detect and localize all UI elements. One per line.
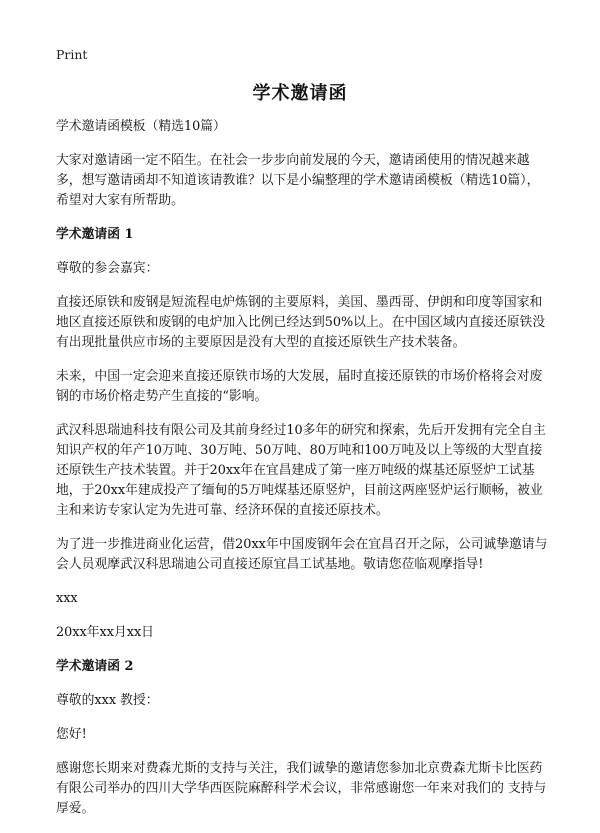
intro-paragraph: 大家对邀请函一定不陌生。在社会一步步向前发展的今天，邀请函使用的情况越来越多，想写邀请函却不知道该请教谁？以下是小编整理的学术邀请函模板（精选10篇），希望对大家有所帮助。 [56,153,540,208]
letter-1-paragraph-2: 未来，中国一定会迎来直接还原铁市场的大发展，届时直接还原铁的市场价格将会对废钢的市场价格走势产生直接的“影响。 [56,369,543,404]
letter-2-hello: 您好! [56,727,87,742]
letter-1-signature: xxx [56,591,78,606]
letter-1-greeting: 尊敬的参会嘉宾： [56,261,159,276]
letter-1-paragraph-1: 直接还原铁和废钢是短流程电炉炼钢的主要原料，美国、墨西哥、伊朗和印度等国家和地区直接还原铁和废钢的电炉加入比例已经达到50%以上。在中国区域内直接还原铁没有出现批量供应市场的主要原因是没有大型的直接还原铁生产技术装备。 [56,295,546,350]
letter-2-greeting: 尊敬的xxx 教授： [56,693,159,708]
document-subtitle: 学术邀请函模板（精选10篇） [56,119,226,134]
letter-1-heading: 学术邀请函 1 [56,227,134,242]
letter-2-heading: 学术邀请函 2 [56,659,134,674]
letter-1-paragraph-3: 武汉科思瑞迪科技有限公司及其前身经过10多年的研究和探索，先后开发拥有完全自主知识产权的年产10万吨、30万吨、50万吨、80万吨和100万吨及以上等级的大型直接还原铁生产技术装置。并于20xx年在宜昌建成了第一座万吨级的煤基还原竖炉工试基地，于20xx年建成投产了缅甸的5万吨煤基还原竖炉，目前这两座竖炉运行顺畅，被业主和来访专家认定为先进可靠、经济环保的直接还原技术。 [56,423,546,518]
document-title: 学术邀请函 [252,83,348,104]
letter-1-date: 20xx年xx月xx日 [56,625,154,640]
letter-2-paragraph-1: 感谢您长期来对费森尤斯的支持与关注，我们诚挚的邀请您参加北京费森尤斯卡比医药有限公司举办的四川大学华西医院麻醉科学术会议，非常感谢您一年来对我们的 支持与厚爱。 [56,761,547,816]
letter-1-paragraph-4: 为了进一步推进商业化运营，借20xx年中国废钢年会在宜昌召开之际，公司诚挚邀请与会人员观摩武汉科思瑞迪公司直接还原宜昌工试基地。敬请您莅临观摩指导! [56,537,548,572]
document-body [56,117,548,833]
print-link[interactable]: Print [56,47,88,62]
